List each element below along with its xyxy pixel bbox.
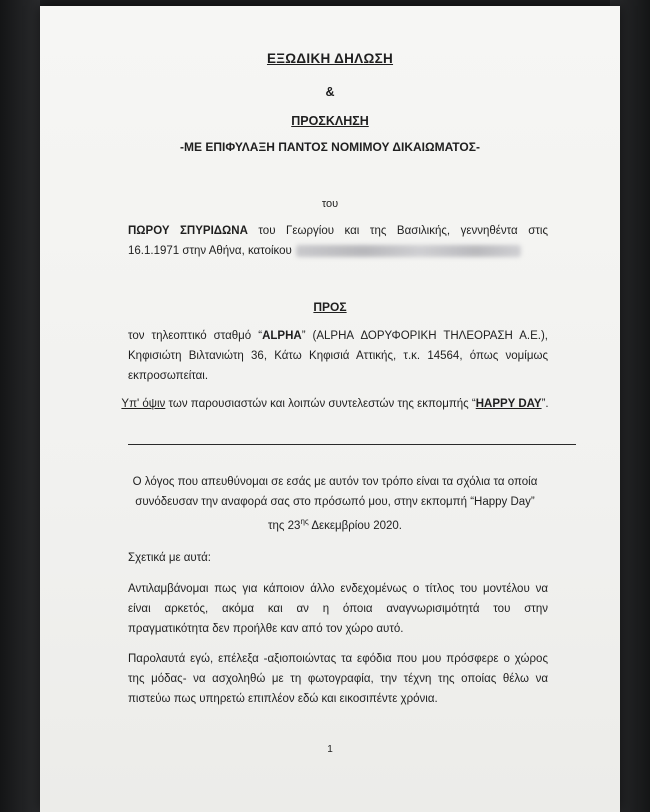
from-label: του	[321, 198, 339, 210]
separator-line	[128, 444, 576, 445]
recipient-heading: ΠΡΟΣ	[313, 300, 347, 314]
document-page	[40, 6, 620, 812]
show-name: HAPPY DAY	[475, 398, 542, 410]
invitation-heading: ΠΡΟΣΚΛΗΣΗ	[291, 114, 369, 128]
ampersand: &	[325, 85, 335, 99]
page-number: 1	[327, 744, 333, 755]
reservation-heading: -ΜΕ ΕΠΙΦΥΛΑΞΗ ΠΑΝΤΟΣ ΝΟΜΙΜΟΥ ΔΙΚΑΙΩΜΑΤΟΣ-	[180, 140, 480, 154]
station-name: ALPHA	[262, 330, 302, 342]
paragraph-3: Αντιλαμβάνομαι πως για κάποιον άλλο ενδεχομένως ο τίτλος του μοντέλου να είναι αρκετός, ακόμα και αν η όποια αναγνωρισιμότητά του στην πραγματικότητα δεν προήλθε καν από τον χώρο αυτό.	[128, 583, 548, 635]
sender-line-1: ΠΩΡΟΥ ΣΠΥΡΙΔΩΝΑ του Γεωργίου και της Βασιλικής, γεννηθέντα στις	[128, 225, 548, 237]
redacted-address	[296, 245, 521, 257]
recipient-block	[128, 326, 548, 386]
sender-name: ΠΩΡΟΥ ΣΠΥΡΙΔΩΝΑ	[128, 225, 248, 237]
sender-line-2: 16.1.1971 στην Αθήνα, κατοίκου	[128, 241, 548, 261]
recipient-line-2: Κηφισιώτη Βιλτανιώτη 36, Κάτω Κηφισιά Αττικής, τ.κ. 14564, όπως νομίμως	[128, 350, 548, 362]
paragraph-1: Ο λόγος που απευθύνομαι σε εσάς με αυτόν τον τρόπο είναι τα σχόλια τα οποία συνόδευσαν την αναφορά σας στο πρόσωπό μου, στην εκπομπή “Happy Day” της $23^{\eta\varsigma}$ Δεκεμβρίου 2020.	[132, 476, 538, 532]
recipient-line-3: εκπροσωπείται.	[128, 370, 209, 382]
attention-line: Υπ' όψιν των παρουσιαστών και λοιπών συντελεστών της εκπομπής “HAPPY DAY”.	[121, 398, 549, 410]
attention-prefix: Υπ' όψιν	[121, 398, 166, 410]
desk-left-edge	[0, 0, 40, 812]
paragraph-2: Σχετικά με αυτά:	[128, 552, 211, 564]
sender-block	[128, 221, 548, 261]
recipient-line-1: τον τηλεοπτικό σταθμό “ALPHA” (ALPHA ΔΟΡΥΦΟΡΙΚΗ ΤΗΛΕΟΡΑΣΗ Α.Ε.),	[128, 330, 548, 342]
document-title: ΕΞΩΔΙΚΗ ΔΗΛΩΣΗ	[266, 51, 394, 66]
paragraph-4: Παρολαυτά εγώ, επέλεξα -αξιοποιώντας τα εφόδια που μου πρόσφερε ο χώρος της μόδας- να ασχοληθώ με τη φωτογραφία, την τέχνη της οποίας θέλω να πιστεύω πως υπηρετώ επιπλέον εδώ και εικοσιπέντε χρόνια.	[128, 653, 548, 705]
